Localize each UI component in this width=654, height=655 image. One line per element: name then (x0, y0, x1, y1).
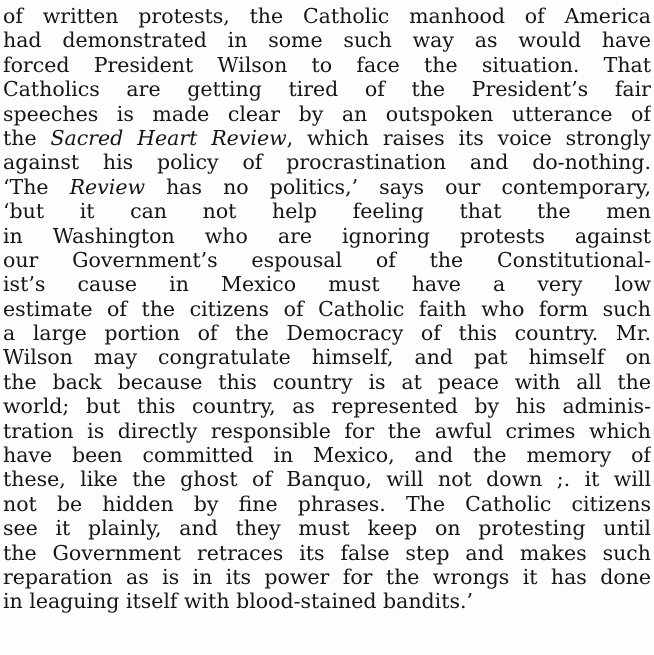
text-line: of written protests, the Catholic manhood of America (3, 4, 651, 28)
italic-title: Sacred Heart Review (50, 125, 287, 150)
text-line: Wilson may congratulate himself, and pat himself on (3, 345, 651, 370)
text-line: have been committed in Mexico, and the memory of (3, 443, 651, 468)
text-line: Catholics are getting tired of the President’s fair (3, 77, 651, 102)
text-line: not be hidden by fine phrases. The Catholic citizens (3, 491, 651, 516)
text-line: see it plainly, and they must keep on protesting until (3, 516, 651, 541)
text-line: these, like the ghost of Banquo, will not down ;. it will (3, 467, 651, 492)
text-line: speeches is made clear by an outspoken utterance of (3, 101, 651, 126)
text-line: our Government’s espousal of the Constitutional- (3, 247, 651, 272)
text-line: forced President Wilson to face the situation. That (3, 52, 651, 77)
text-line: in leaguing itself with blood-stained bandits.’ (3, 589, 474, 614)
text-line: in Washington who are ignoring protests against (3, 223, 651, 248)
text-line: had demonstrated in some such way as would have (3, 28, 651, 53)
text-line: a large portion of the Democracy of this country. Mr. (3, 321, 651, 346)
text-line: the Government retraces its false step and makes such (3, 540, 651, 565)
text-line: the back because this country is at peace with all the (3, 369, 651, 394)
text-line: against his policy of procrastination and do-nothing. (3, 150, 651, 175)
text-line: world; but this country, as represented by his adminis- (3, 394, 651, 419)
text-line: the Sacred Heart Review, which raises its voice strongly (3, 125, 651, 150)
text-line: reparation as is in its power for the wrongs it has done (3, 564, 651, 589)
text-line: ist’s cause in Mexico must have a very low (3, 272, 651, 297)
text-line: tration is directly responsible for the awful crimes which (3, 418, 651, 443)
text-line: ‘but it can not help feeling that the men (3, 199, 651, 224)
italic-title: Review (69, 174, 145, 199)
article-text (3, 4, 651, 614)
text-line: ‘The Review has no politics,’ says our contemporary, (3, 174, 651, 199)
text-line: estimate of the citizens of Catholic faith who form such (3, 296, 651, 321)
